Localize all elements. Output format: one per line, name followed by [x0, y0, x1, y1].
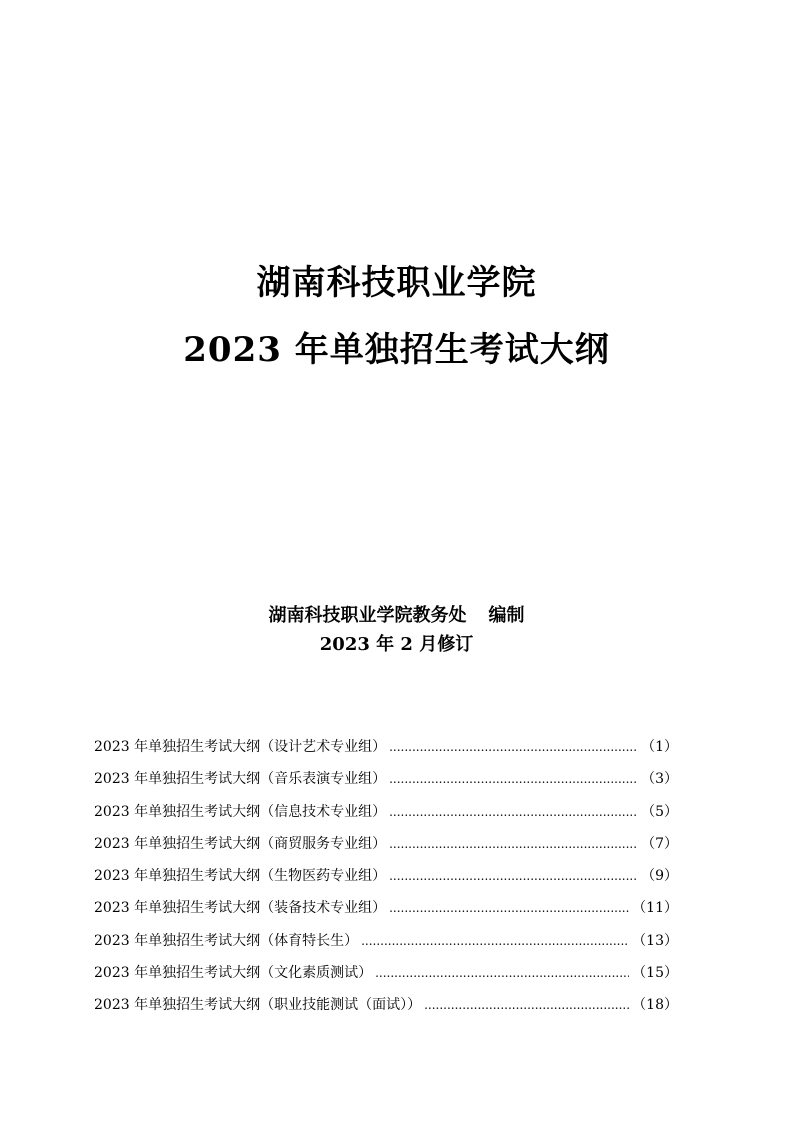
toc-item-title: 2023 年单独招生考试大纲（商贸服务专业组） — [94, 835, 387, 852]
toc-leader-dots — [389, 805, 638, 819]
document-title-school: 湖南科技职业学院 — [256, 263, 537, 303]
toc-item[interactable] — [94, 736, 678, 768]
toc-item-title: 2023 年单独招生考试大纲（信息技术专业组） — [94, 803, 387, 820]
toc-item-page: （11） — [632, 900, 678, 917]
toc-item[interactable] — [94, 865, 678, 897]
toc-item-title: 2023 年单独招生考试大纲（设计艺术专业组） — [94, 739, 387, 755]
document-title-main: 2023 年单独招生考试大纲 — [183, 330, 610, 370]
toc-item-page: （15） — [632, 965, 678, 982]
compiler-org: 湖南科技职业学院教务处 — [268, 605, 467, 626]
toc-item[interactable] — [94, 930, 678, 962]
toc-item-title: 2023 年单独招生考试大纲（体育特长生） — [94, 932, 359, 949]
toc-item[interactable] — [94, 768, 678, 800]
compiler-line — [0, 601, 793, 627]
toc-leader-dots — [361, 934, 629, 948]
toc-item-page: （13） — [632, 932, 678, 949]
compiler-action: 编制 — [488, 605, 525, 626]
toc-item-page: （3） — [641, 771, 678, 788]
toc-item-title: 2023 年单独招生考试大纲（音乐表演专业组） — [94, 771, 387, 788]
toc-item-page: （1） — [641, 739, 678, 755]
toc-item-page: （5） — [641, 803, 678, 820]
toc-leader-dots — [389, 901, 629, 915]
toc-item[interactable] — [94, 962, 678, 994]
toc-leader-dots — [389, 869, 638, 883]
toc-leader-dots — [424, 998, 629, 1012]
toc-item-title: 2023 年单独招生考试大纲（职业技能测试（面试）） — [94, 997, 422, 1014]
toc-item-page: （9） — [641, 868, 678, 885]
toc-item-title: 2023 年单独招生考试大纲（生物医药专业组） — [94, 868, 387, 885]
toc-item-page: （7） — [641, 835, 678, 852]
toc-leader-dots — [389, 740, 638, 754]
toc-item[interactable] — [94, 801, 678, 833]
toc-item-page: （18） — [632, 997, 678, 1014]
toc-item[interactable] — [94, 994, 678, 1026]
table-of-contents — [94, 736, 678, 1027]
toc-item-title: 2023 年单独招生考试大纲（文化素质测试） — [94, 965, 373, 982]
toc-leader-dots — [389, 772, 638, 786]
revision-date: 2023 年 2 月修订 — [319, 634, 474, 655]
toc-item[interactable] — [94, 833, 678, 865]
toc-leader-dots — [389, 837, 638, 851]
toc-leader-dots — [375, 966, 629, 980]
toc-item[interactable] — [94, 897, 678, 929]
toc-item-title: 2023 年单独招生考试大纲（装备技术专业组） — [94, 900, 387, 917]
